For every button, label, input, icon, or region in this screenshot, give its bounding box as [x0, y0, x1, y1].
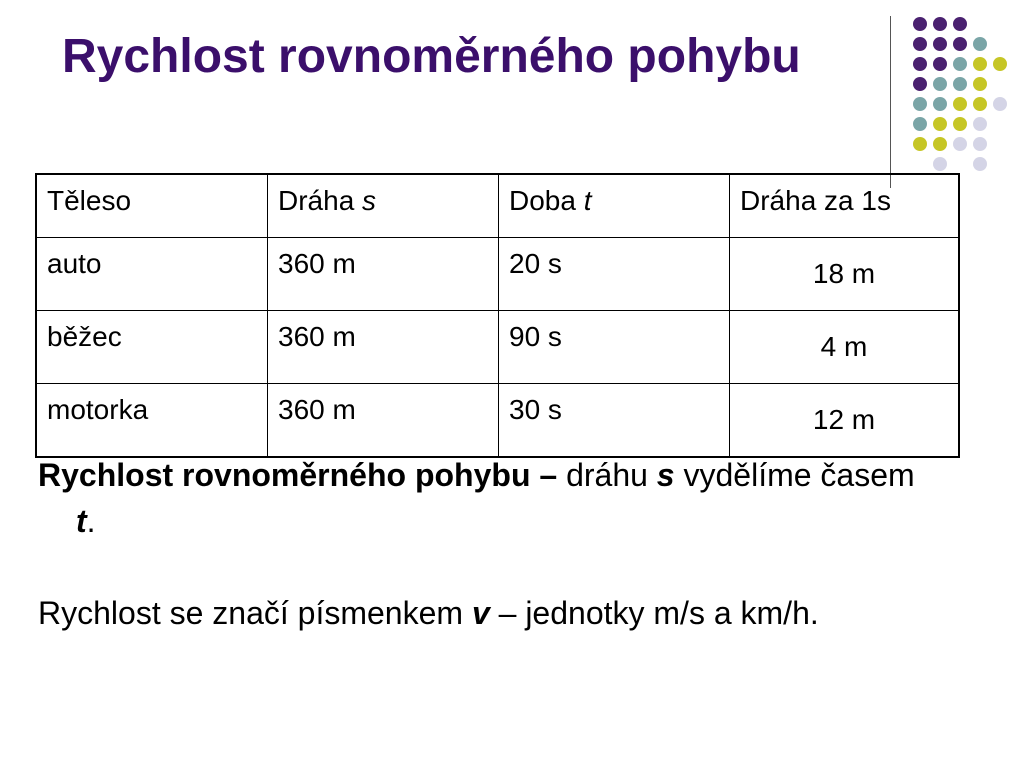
header-label: Doba: [509, 185, 584, 216]
definition-paragraph: [38, 452, 938, 544]
decor-dot: [973, 117, 987, 131]
decor-dot: [973, 137, 987, 151]
variable-v: v: [471, 595, 490, 631]
decor-dot: [913, 77, 927, 91]
decor-dot: [973, 157, 987, 171]
decor-dot: [933, 77, 947, 91]
table-header-row: [36, 174, 959, 238]
decor-dot: [933, 57, 947, 71]
decor-dot: [953, 117, 967, 131]
decor-dot: [933, 97, 947, 111]
decor-dot: [913, 17, 927, 31]
decor-dot: [953, 57, 967, 71]
header-label: Těleso: [47, 185, 132, 216]
decor-dot: [993, 57, 1007, 71]
slide-title: Rychlost rovnoměrného pohybu: [62, 30, 801, 83]
header-variable: t: [583, 185, 592, 216]
speed-table: [35, 173, 960, 458]
header-cell-distance: [268, 174, 499, 238]
cell-distance-per-second: 4 m: [730, 311, 960, 384]
title-divider-line: [890, 16, 891, 188]
header-label: Dráha za 1s: [740, 185, 891, 216]
cell-distance: 360 m: [268, 311, 499, 384]
header-cell-time: [499, 174, 730, 238]
cell-distance: 360 m: [268, 384, 499, 458]
decor-dot: [953, 37, 967, 51]
table-row: [36, 311, 959, 384]
text-run: .: [86, 503, 96, 539]
table-row: [36, 238, 959, 311]
decor-dot: [993, 97, 1007, 111]
cell-distance-per-second: 12 m: [730, 384, 960, 458]
decor-dot: [913, 137, 927, 151]
header-cell-distance-per-second: [730, 174, 960, 238]
body-text: [38, 452, 938, 636]
header-variable: s: [362, 185, 377, 216]
cell-distance: 360 m: [268, 238, 499, 311]
decor-dot: [973, 57, 987, 71]
decor-dot: [933, 137, 947, 151]
decor-dot: [973, 77, 987, 91]
variable-s: s: [656, 457, 675, 493]
decor-dot: [913, 37, 927, 51]
text-run: dráhu: [557, 457, 657, 493]
text-run: vydělíme časem: [674, 457, 915, 493]
decor-dot: [973, 37, 987, 51]
decor-dot: [953, 137, 967, 151]
decor-dot: [913, 117, 927, 131]
decor-dot: [933, 37, 947, 51]
units-paragraph: [38, 590, 938, 636]
decor-dot: [933, 117, 947, 131]
header-cell-body: [36, 174, 268, 238]
decor-dot: [953, 17, 967, 31]
decor-dot: [933, 17, 947, 31]
decor-dot: [973, 97, 987, 111]
cell-distance-per-second: 18 m: [730, 238, 960, 311]
cell-time: 90 s: [499, 311, 730, 384]
cell-body: běžec: [36, 311, 268, 384]
cell-time: 20 s: [499, 238, 730, 311]
decor-dot: [953, 77, 967, 91]
cell-body: motorka: [36, 384, 268, 458]
text-run: Rychlost se značí písmenkem: [38, 595, 472, 631]
definition-term: Rychlost rovnoměrného pohybu –: [38, 457, 558, 493]
table-row: [36, 384, 959, 458]
decor-dot: [913, 57, 927, 71]
cell-body: auto: [36, 238, 268, 311]
cell-time: 30 s: [499, 384, 730, 458]
variable-t: t: [76, 503, 87, 539]
decor-dot: [933, 157, 947, 171]
decor-dot: [913, 97, 927, 111]
text-run: – jednotky m/s a km/h.: [489, 595, 819, 631]
header-label: Dráha: [278, 185, 363, 216]
decor-dot: [953, 97, 967, 111]
